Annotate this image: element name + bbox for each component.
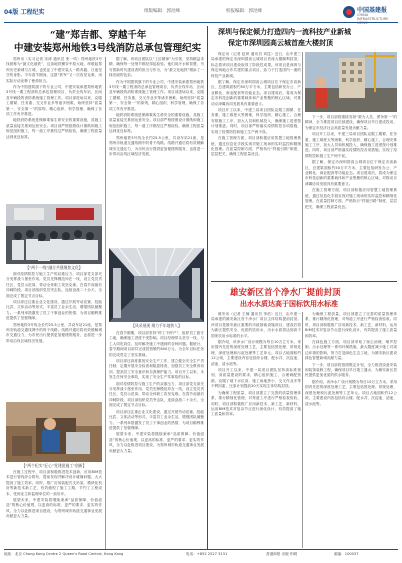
photo-caption-2: 【“两个纪实”匠心”党建促施工”创新】 (21, 463, 87, 468)
column-divider (302, 52, 303, 278)
page-section-label: 04版 工程纪实 (4, 9, 45, 16)
paragraph: 据介绍，该净水厂设计规模为每日10万立方米，采用国内先进的深度处理工艺，主要包括预处理、常规处理、深度处理和污泥处理等工艺单元。项目占地面积约12公顷，主要建设内容包括综合楼、配水井、沉淀池、滤池、清水池等。 (211, 340, 301, 366)
paragraph: 雄安讯（记者 王楠 通讯员 李浩）近日，由中建一局承建的雄安新区首个净水厂项目主体结构提前封顶。该项目是雄安新区重要的市政基础设施项目，建成后将为新区提供安全、优质的饮用水，出水水质将达到高于国家饮用水标准的水平。 (211, 312, 301, 338)
paragraph: 作为中国建筑旗下的专业公司，中建安装承建郑州地铁3号线一期工程消防总承包管理项目，负责全线车站、区间及车辆段的消防系统施工管理工作。项目部进场以来，克服工期紧、任务重、交叉作业多等诸多困难，始终坚持“质量第一、安全第一”的原则，精心组织、科学管理，确保了各项工作有序推进。 (109, 79, 204, 111)
paragraph: 项目部还注重企业文化建设，通过开展劳动竞赛、技能比武、文体活动等形式，丰富员工业余生活，增强团队凝聚力。一系列举措激发了员工干事创业的热情，为项目顺利推进提供了坚强保障。 (6, 300, 102, 321)
left-article-col-1c (6, 470, 102, 550)
paragraph: 郑州地铁3号线全长约25.5公里，共设车站21座，是郑州市轨道交通线网中的骨干线路。线路开通后将有效缓解城市交通压力，为市民出行提供更加便捷的服务，也将进一步带动沿线区域经济发展。 (109, 135, 204, 156)
paragraph: 在施工过程中，项目部积极推进技术创新，应用BIM技术进行管线综合排布，提前发现并解决设计碰撞问题，大大提高了施工效率。同时，推广应用装配式支吊架、模块化机房等新技术新工艺，有效缩短了施工工期，节约了工程成本，受到业主和监理单位的一致好评。 (6, 470, 102, 496)
paragraph: 郑州地铁3号线全长约25.5公里，共设车站21座，是郑州市轨道交通线网中的骨干线路。线路开通后将有效缓解城市交通压力，为市民出行提供更加便捷的服务，也将进一步带动沿线区域经济发展。 (6, 322, 102, 343)
photo-caption-1: 【“两个一线”融合共建聚焦文化】 (25, 265, 83, 270)
paragraph: 郑州讯（实习记者 宋涛 通讯员 张一鸣）郑州地铁3号线被称为“最文化地铁”，这条地铁横穿中原大地，串联起郑州历史新城与古城，也见证了中建安装人一路奔跑、日夜坚守的身影。今年春节期间，这群“铁军”又一次攻坚克难，用实际行动诠释了使命担当。 (6, 57, 102, 83)
paragraph: 保定讯（记者 赵妍 通讯员 刘昆）近日，由中建三局承建的保定市深圳园高云城项目首座大楼顺利封顶，标志着该项目建设取得了阶段性成果。该项目是深圳与保定两地合作共建的重点项目，致力于打造国内一流的科技产业新城。 (211, 52, 301, 78)
paragraph: 地铁消防系统是保障乘客生命安全的重要设施，其施工质量直接关系到运营安全。项目部严格按照设计图纸和施工规范组织施工，每一道工序都经过严格检验，确保工程质量达到优良标准。 (109, 113, 204, 134)
left-article-col-2b (109, 331, 204, 549)
column-divider (302, 312, 303, 548)
paragraph: 项目部还注重企业文化建设，通过开展劳动竞赛、技能比武、文体活动等形式，丰富员工业余生活，增强团队凝聚力。一系列举措激发了员工干事创业的热情，为项目顺利推进提供了坚强保障。 (109, 409, 204, 430)
footer-phone: 电话：+852 2527 3131 (186, 552, 228, 556)
left-headline-2: 中建安装郑州地铁3号线消防总承包管理纪实 (14, 43, 202, 54)
photo-worker-equipment (6, 402, 102, 462)
editor-credit: 组版编辑：郭昆峰 (144, 9, 180, 14)
paragraph: 在春节假期，项目部坚持“停工不停产”，组织员工留守工地，确保施工进度不受影响。项目经理带头坚守一线，与工人同吃同住，及时解决施工中遇到的各种问题。据统计，春节期间项目部共完成投资额约800万元，为全年目标任务的完成奠定了坚实基础。 (109, 331, 204, 357)
paragraph: 在施工管理方面，项目部积极应用智慧工地管理系统，通过信息化手段实现对施工现场的实时监控和精细化管理。在质量控制方面，严格执行“样板引路”制度，层层把关，确保工程质量优良。 (305, 188, 397, 209)
paragraph: 为确保工程质量，项目部建立了完善的质量管理体系，推行精细化管理，对每道工序进行严格检查验收。同时，项目部积极推广应用新技术、新工艺、新材料，运用BIM技术对复杂节点进行深化设计，有效提高了施工质量和效率。 (305, 312, 397, 338)
footer-contact: 邮编：100037 (334, 552, 359, 556)
paragraph: 项目开工以来，中建三局项目团队克服工期紧、任务重、施工难度大等困难，科学组织、精心施工，合理安排施工工序，加大人员和机械投入，确保施工进度按计划推进。同时，项目部严格落实疫情防控各项措施，实现了疫情防控和施工生产两不误。 (211, 108, 301, 134)
paragraph: 下一步，项目部将按照既定计划，全力推进设备安装和装饰装修工程，确保项目早日竣工通水，为雄安新区居民提供更加优质的供水服务。 (305, 362, 397, 378)
right-headline-3: 雄安新区首个净水厂提前封顶 (230, 288, 341, 298)
logo-mark-icon (343, 6, 355, 18)
paragraph: 据了解，该项目团队以“工匠精神”为引领，坚持精益求精，确保每一处细节都经得起检验。他们用汗水和智慧，书写着新时代建设者的担当与作为，为“最文化地铁”增添了一抹亮丽的色彩。 (109, 57, 204, 78)
paragraph: 在施工管理方面，项目部积极应用智慧工地管理系统，通过信息化手段实现对施工现场的实时监控和精细化管理。在质量控制方面，严格执行“样板引路”制度，层层把关，确保工程质量优良。 (211, 136, 301, 157)
right-headline-1: 深圳与保定倾力打造四内一流科技产业新城 (218, 27, 351, 36)
paragraph: 面对疫情防控与施工生产的双重压力，项目部党支部充分发挥战斗堡垒作用，党员先锋模范冲在一线，设立党员责任区、党员示范岗，带动全体职工攻坚克难。在春节前最后冲刺阶段，项目部组织党员突击队，连续奋战二十余天，全面完成了既定节点目标。 (109, 381, 204, 408)
paragraph: 据了解，保定市深圳园高云城项目位于保定市高新区，总建筑面积约50万平方米，主要包括研发办公、产业孵化、商业配套等功能业态。项目建成后，将成为保定市科技创新的重要载体和产业集聚的核心区域，对推动京津冀协同发展具有重要意义。 (305, 160, 397, 186)
paragraph: 面对疫情防控与施工生产的双重压力，项目部党支部充分发挥战斗堡垒作用，党员先锋模范冲在一线，设立党员责任区、党员示范岗，带动全体职工攻坚克难。在春节前最后冲刺阶段，项目部组织党员突击队，连续奋战二十余天，全面完成了既定节点目标。 (6, 272, 102, 298)
photo-caption-3: 【风采展现 聚力千年地铁人】 (131, 323, 182, 328)
paragraph: 据介绍，该净水厂设计规模为每日10万立方米，采用国内先进的深度处理工艺，主要包括预处理、常规处理、深度处理和污泥处理等工艺单元。项目占地面积约12公顷，主要建设内容包括综合楼、配水井、沉淀池、滤池、清水池等。 (305, 379, 397, 406)
right-article2-col-2 (305, 312, 397, 548)
photo-subway-station (109, 248, 204, 322)
paragraph: 项目部还高度重视安全生产工作，建立健全安全生产责任制，定期开展安全检查和隐患排查，加强员工安全教育培训，提高员工安全意识和自我保护能力。项目开工以来，未发生任何安全事故，实现了安全生产零事故的目标。 (109, 359, 204, 380)
footer-print: 香港商报 出版 印刷 (266, 552, 298, 556)
logo-subtitle: CHINA INFRASTRUCTURE NEWS (357, 13, 389, 25)
left-article-col-1b (6, 272, 102, 400)
column-divider (105, 57, 106, 549)
newspaper-logo (343, 4, 398, 25)
right-headline-2: 保定市深圳园高云城首座大楼封顶 (228, 38, 333, 47)
left-article-col-2 (109, 57, 204, 247)
left-headline-1: “建”郑吉都、穿越千年 (50, 30, 147, 41)
proof-credit: 校报编辑：郭昆峰 (226, 9, 262, 14)
left-article-col-1 (6, 57, 102, 201)
paragraph: 据了解，保定市深圳园高云城项目位于保定市高新区，总建筑面积约50万平方米，主要包括研发办公、产业孵化、商业配套等功能业态。项目建成后，将成为保定市科技创新的重要载体和产业集聚的核心区域，对推动京津冀协同发展具有重要意义。 (211, 80, 301, 106)
paragraph: 项目开工以来，中建三局项目团队克服工期紧、任务重、施工难度大等困难，科学组织、精心施工，合理安排施工工序，加大人员和机械投入，确保施工进度按计划推进。同时，项目部严格落实疫情防控各项措施，实现了疫情防控和施工生产两不误。 (305, 132, 397, 158)
right-article2-col-1 (211, 312, 301, 548)
right-article-col-1 (211, 52, 301, 278)
paragraph: 展望未来，中建安装将继续秉承“品质保障、价值创造”的核心价值观，以更高的标准、更严的要求、更实的作风，全力以赴推进项目建设，为郑州城市轨道交通事业发展贡献更大力量。 (109, 432, 204, 453)
paragraph: 作为中国建筑旗下的专业公司，中建安装承建郑州地铁3号线一期工程消防总承包管理项目，负责全线车站、区间及车辆段的消防系统施工管理工作。项目部进场以来，克服工期紧、任务重、交叉作业多等诸多困难，始终坚持“质量第一、安全第一”的原则，精心组织、科学管理，确保了各项工作有序推进。 (6, 85, 102, 117)
footer-address: 地址：北京 Chong Kong Centre 2 Queen's Road Central, Hong Kong (4, 552, 124, 556)
right-headline-4: 出水水质达高于国标饮用水标准 (240, 299, 338, 308)
paragraph: 地铁消防系统是保障乘客生命安全的重要设施，其施工质量直接关系到运营安全。项目部严格按照设计图纸和施工规范组织施工，每一道工序都经过严格检验，确保工程质量达到优良标准。 (6, 118, 102, 139)
section-divider (211, 281, 397, 282)
page-header (4, 4, 398, 23)
paragraph: 为确保工程质量，项目部建立了完善的质量管理体系，推行精细化管理，对每道工序进行严格检查验收。同时，项目部积极推广应用新技术、新工艺、新材料，运用BIM技术对复杂节点进行深化设计，有效提高了施工质量和效率。 (211, 390, 301, 417)
paragraph: 在绿色施工方面，项目部采取了扬尘治理、噪声控制、污水处理等一系列环保措施，最大限度减少施工对周边环境的影响，努力打造绿色生态工地，为雄安新区建设绿色智慧新城贡献力量。 (305, 340, 397, 361)
logo-name: 中国基建报 (357, 7, 388, 14)
paragraph: 下一步，项目部将继续发扬“敢为人先、勇争第一”的精神，全力推进项目后续建设，确保项目早日建成投用，为保定市经济社会高质量发展贡献力量。 (305, 115, 397, 130)
article-divider (207, 26, 208, 549)
paragraph: 展望未来，中建安装将继续秉承“品质保障、价值创造”的核心价值观，以更高的标准、更严的要求、更实的作风，全力以赴推进项目建设，为郑州城市轨道交通事业发展贡献更大力量。 (6, 498, 102, 519)
page-footer (4, 549, 398, 560)
right-article-col-2 (305, 115, 397, 278)
photo-building-construction (305, 52, 397, 112)
paragraph: 项目开工以来，中建一局项目团队坚持高标准规划、高质量建设的要求，精心组织施工，合理调配资源，克服了地下水位高、施工场地狭小、交叉作业多等不利因素，比原计划提前20天实现主体结构封顶。 (211, 368, 301, 389)
photo-workers-conference (6, 204, 102, 264)
